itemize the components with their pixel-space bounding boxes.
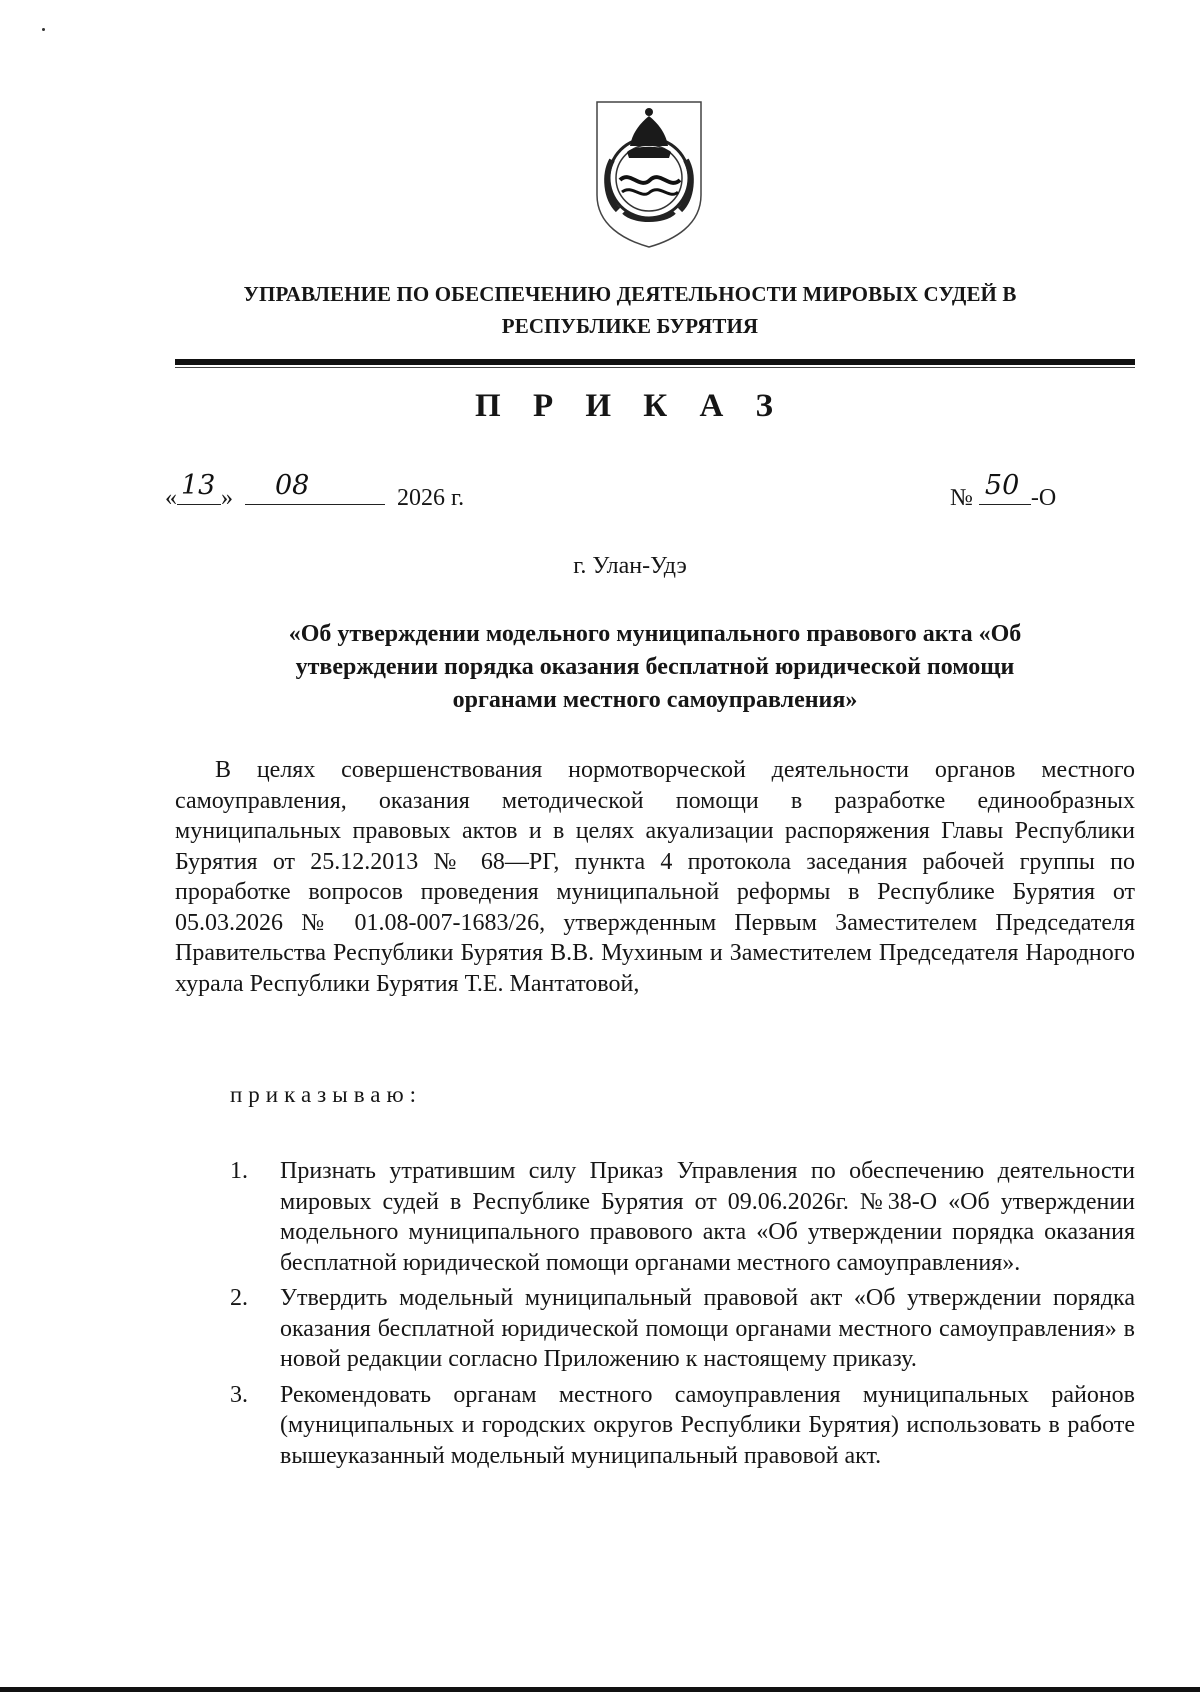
handwritten-month: 08 bbox=[275, 470, 310, 501]
order-item bbox=[230, 1380, 1135, 1472]
buryatia-coat-of-arms-icon bbox=[594, 100, 704, 250]
order-item bbox=[230, 1156, 1135, 1278]
order-items-list bbox=[230, 1156, 1135, 1476]
scan-bottom-edge bbox=[0, 1687, 1200, 1692]
document-title-line-1: «Об утверждении модельного муниципального правового акта «Об bbox=[288, 621, 1022, 647]
document-number bbox=[950, 470, 1057, 514]
organization-name bbox=[150, 278, 1110, 342]
order-verb: приказываю: bbox=[230, 1082, 423, 1107]
document-date bbox=[165, 470, 465, 514]
document-type-heading: П Р И К А З bbox=[475, 388, 785, 424]
preamble-paragraph bbox=[175, 755, 1135, 999]
document-title-line-3: органами местного самоуправления» bbox=[452, 687, 858, 713]
number-suffix: -О bbox=[1030, 485, 1057, 511]
document-title-line-2: утверждении порядка оказания бесплатной юридической помощи bbox=[295, 654, 1015, 680]
date-close-quote: » bbox=[221, 485, 233, 511]
order-item-text: Рекомендовать органам местного самоуправления муниципальных районов (муниципальных и городских округов Республики Бурятия) использовать в работе вышеуказанный модельный муниципальный правовой акт. bbox=[280, 1381, 1135, 1469]
header-divider-thick bbox=[175, 359, 1135, 365]
date-open-quote: « bbox=[165, 485, 177, 511]
scan-speck bbox=[42, 28, 45, 31]
order-item-number: 1. bbox=[230, 1158, 248, 1184]
order-item bbox=[230, 1283, 1135, 1375]
preamble-text: В целях совершенствования нормотворческой деятельности органов местного самоуправления, оказания методической помощи в разработке единообразных муниципальных правовых актов и в целях акуализации распоряжения Главы Республики Бурятия от 25.12.2013 № 68—РГ, пункта 4 протокола заседания рабочей группы по проработке вопросов проведения муниципальной реформы в Республике Бурятия от 05.03.2026 № 01.08-007-1683/26, утвержденным Первым Заместителем Председателя Правительства Республики Бурятия В.В. Мухиным и Заместителем Председателя Народного хурала Республики Бурятия Т.Е. Мантатовой, bbox=[175, 757, 1135, 997]
handwritten-number: 50 bbox=[984, 470, 1020, 501]
day-blank bbox=[177, 470, 221, 505]
document-title bbox=[200, 618, 1110, 717]
order-item-number: 3. bbox=[230, 1381, 248, 1408]
order-item-text: Утвердить модельный муниципальный правовой акт «Об утверждении порядка оказания бесплатной юридической помощи органами местного самоуправления» в новой редакции согласно Приложению к настоящему приказу. bbox=[280, 1285, 1135, 1372]
handwritten-day: 13 bbox=[181, 470, 216, 501]
order-item-number: 2. bbox=[230, 1285, 248, 1311]
number-blank bbox=[979, 470, 1031, 505]
header-divider-thin bbox=[175, 367, 1135, 368]
month-blank bbox=[245, 470, 385, 505]
organization-name-line-1: УПРАВЛЕНИЕ ПО ОБЕСПЕЧЕНИЮ ДЕЯТЕЛЬНОСТИ МИРОВЫХ СУДЕЙ В bbox=[243, 282, 1017, 306]
organization-name-line-2: РЕСПУБЛИКЕ БУРЯТИЯ bbox=[501, 314, 759, 338]
order-item-text: Признать утратившим силу Приказ Управления по обеспечению деятельности мировых судей в Республике Бурятия от 09.06.2026г. №38-О «Об утверждении модельного муниципального правового акта «Об утверждении порядка оказания бесплатной юридической помощи органами местного самоуправления». bbox=[280, 1158, 1135, 1276]
number-sign: № bbox=[950, 485, 973, 511]
document-city: г. Улан-Удэ bbox=[573, 553, 687, 579]
date-year: 2026 г. bbox=[397, 485, 465, 511]
